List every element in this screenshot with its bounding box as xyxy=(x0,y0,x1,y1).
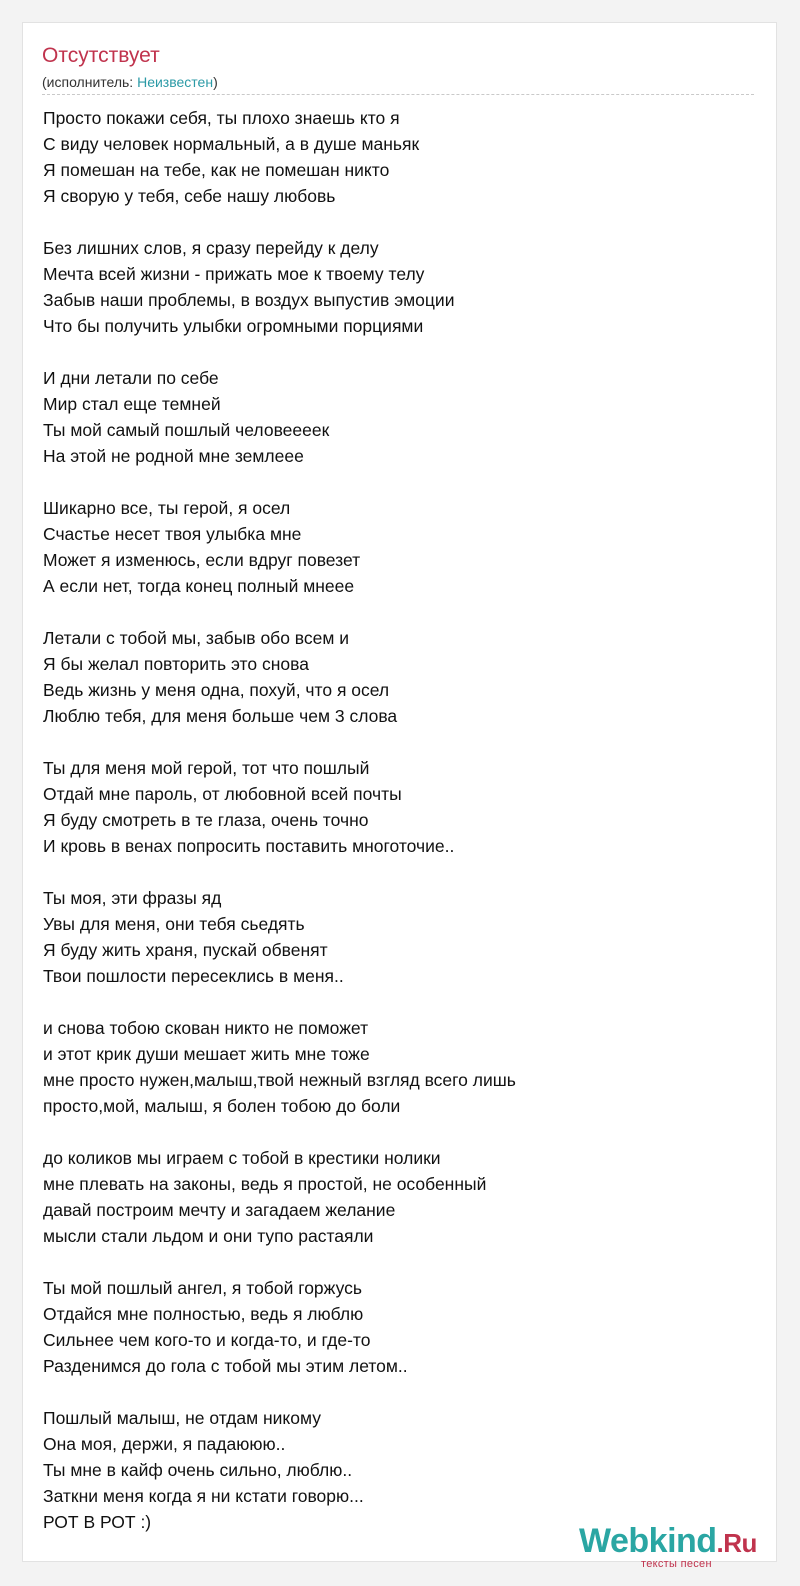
lyrics-line: Пошлый малыш, не отдам никому xyxy=(43,1408,321,1428)
lyrics-stanza xyxy=(43,1275,758,1379)
lyrics-card xyxy=(22,22,777,1570)
lyrics-line: Отдайся мне полностью, ведь я люблю xyxy=(43,1304,364,1324)
lyrics-line: Мир стал еще темней xyxy=(43,394,221,414)
lyrics-line: Может я изменюсь, если вдруг повезет xyxy=(43,550,361,570)
lyrics-line: Забыв наши проблемы, в воздух выпустив эмоции xyxy=(43,290,455,310)
lyrics-line: Люблю тебя, для меня больше чем 3 слова xyxy=(43,706,398,726)
lyrics-line: Ты мой самый пошлый человеееек xyxy=(43,420,330,440)
lyrics-line: и этот крик души мешает жить мне тоже xyxy=(43,1044,370,1064)
lyrics-line: Счастье несет твоя улыбка мне xyxy=(43,524,302,544)
lyrics-line: мысли стали льдом и они тупо растаяли xyxy=(43,1226,374,1246)
lyrics-line: просто,мой, малыш, я болен тобою до боли xyxy=(43,1096,401,1116)
performer-line xyxy=(42,73,218,91)
lyrics-stanza xyxy=(43,105,758,209)
lyrics-line: Я помешан на тебе, как не помешан никто xyxy=(43,160,390,180)
lyrics-line: мне просто нужен,малыш,твой нежный взгляд всего лишь xyxy=(43,1070,516,1090)
lyrics-stanza xyxy=(43,625,758,729)
lyrics-line: Ты мой пошлый ангел, я тобой горжусь xyxy=(43,1278,362,1298)
lyrics-line: Мечта всей жизни - прижать мое к твоему телу xyxy=(43,264,425,284)
lyrics-line: Без лишних слов, я сразу перейду к делу xyxy=(43,238,379,258)
lyrics-line: И кровь в венах попросить поставить многоточие.. xyxy=(43,836,455,856)
lyrics-line: РОТ В РОТ :) xyxy=(43,1512,152,1532)
song-title: Отсутствует xyxy=(42,44,160,67)
lyrics-line: Разденимся до гола с тобой мы этим летом.. xyxy=(43,1356,408,1376)
lyrics-stanza xyxy=(43,235,758,339)
lyrics-stanza xyxy=(43,1145,758,1249)
lyrics-line: мне плевать на законы, ведь я простой, не особенный xyxy=(43,1174,487,1194)
lyrics-line: Твои пошлости пересеклись в меня.. xyxy=(43,966,344,986)
lyrics-line: И дни летали по себе xyxy=(43,368,219,388)
watermark-name-text: Webkind xyxy=(579,1522,717,1560)
lyrics-line: Я буду смотреть в те глаза, очень точно xyxy=(43,810,369,830)
lyrics-line: Что бы получить улыбки огромными порциями xyxy=(43,316,424,336)
watermark-tagline: тексты песен xyxy=(641,1558,712,1570)
lyrics-line: С виду человек нормальный, а в душе маньяк xyxy=(43,134,420,154)
performer-prefix: (исполнитель: xyxy=(42,74,138,90)
lyrics-stanza xyxy=(43,885,758,989)
lyrics-line: Увы для меня, они тебя сьедять xyxy=(43,914,305,934)
lyrics-line: Просто покажи себя, ты плохо знаешь кто я xyxy=(43,108,400,128)
lyrics-stanza xyxy=(43,1015,758,1119)
lyrics-line: Ведь жизнь у меня одна, похуй, что я осел xyxy=(43,680,390,700)
lyrics-line: Отдай мне пароль, от любовной всей почты xyxy=(43,784,402,804)
lyrics-stanza xyxy=(43,365,758,469)
lyrics-stanza xyxy=(43,755,758,859)
performer-suffix: ) xyxy=(213,74,218,90)
lyrics-line: На этой не родной мне землеее xyxy=(43,446,304,466)
lyrics-line: Я бы желал повторить это снова xyxy=(43,654,309,674)
watermark-tld: .Ru xyxy=(716,1528,757,1558)
header-divider xyxy=(42,94,754,95)
lyrics-line: Ты мне в кайф очень сильно, люблю.. xyxy=(43,1460,353,1480)
lyrics-stanza xyxy=(43,1405,758,1535)
lyrics-line: Ты моя, эти фразы яд xyxy=(43,888,222,908)
lyrics-line: Шикарно все, ты герой, я осел xyxy=(43,498,291,518)
lyrics-line: Я сворую у тебя, себе нашу любовь xyxy=(43,186,336,206)
lyrics-line: Ты для меня мой герой, тот что пошлый xyxy=(43,758,370,778)
lyrics-line: А если нет, тогда конец полный мнеее xyxy=(43,576,355,596)
lyrics-line: и снова тобою скован никто не поможет xyxy=(43,1018,369,1038)
performer-link[interactable]: Неизвестен xyxy=(137,74,214,90)
lyrics-line: Я буду жить храня, пускай обвенят xyxy=(43,940,328,960)
lyrics-line: давай построим мечту и загадаем желание xyxy=(43,1200,396,1220)
lyrics-line: Летали с тобой мы, забыв обо всем и xyxy=(43,628,350,648)
lyrics-line: Заткни меня когда я ни кстати говорю... xyxy=(43,1486,364,1506)
lyrics-line: Сильнее чем кого-то и когда-то, и где-то xyxy=(43,1330,371,1350)
lyrics-line: Она моя, держи, я падаююю.. xyxy=(43,1434,286,1454)
lyrics-text xyxy=(43,105,758,1535)
watermark-name xyxy=(579,1521,757,1563)
lyrics-stanza xyxy=(43,495,758,599)
watermark-logo xyxy=(579,1521,779,1581)
lyrics-line: до коликов мы играем с тобой в крестики нолики xyxy=(43,1148,441,1168)
